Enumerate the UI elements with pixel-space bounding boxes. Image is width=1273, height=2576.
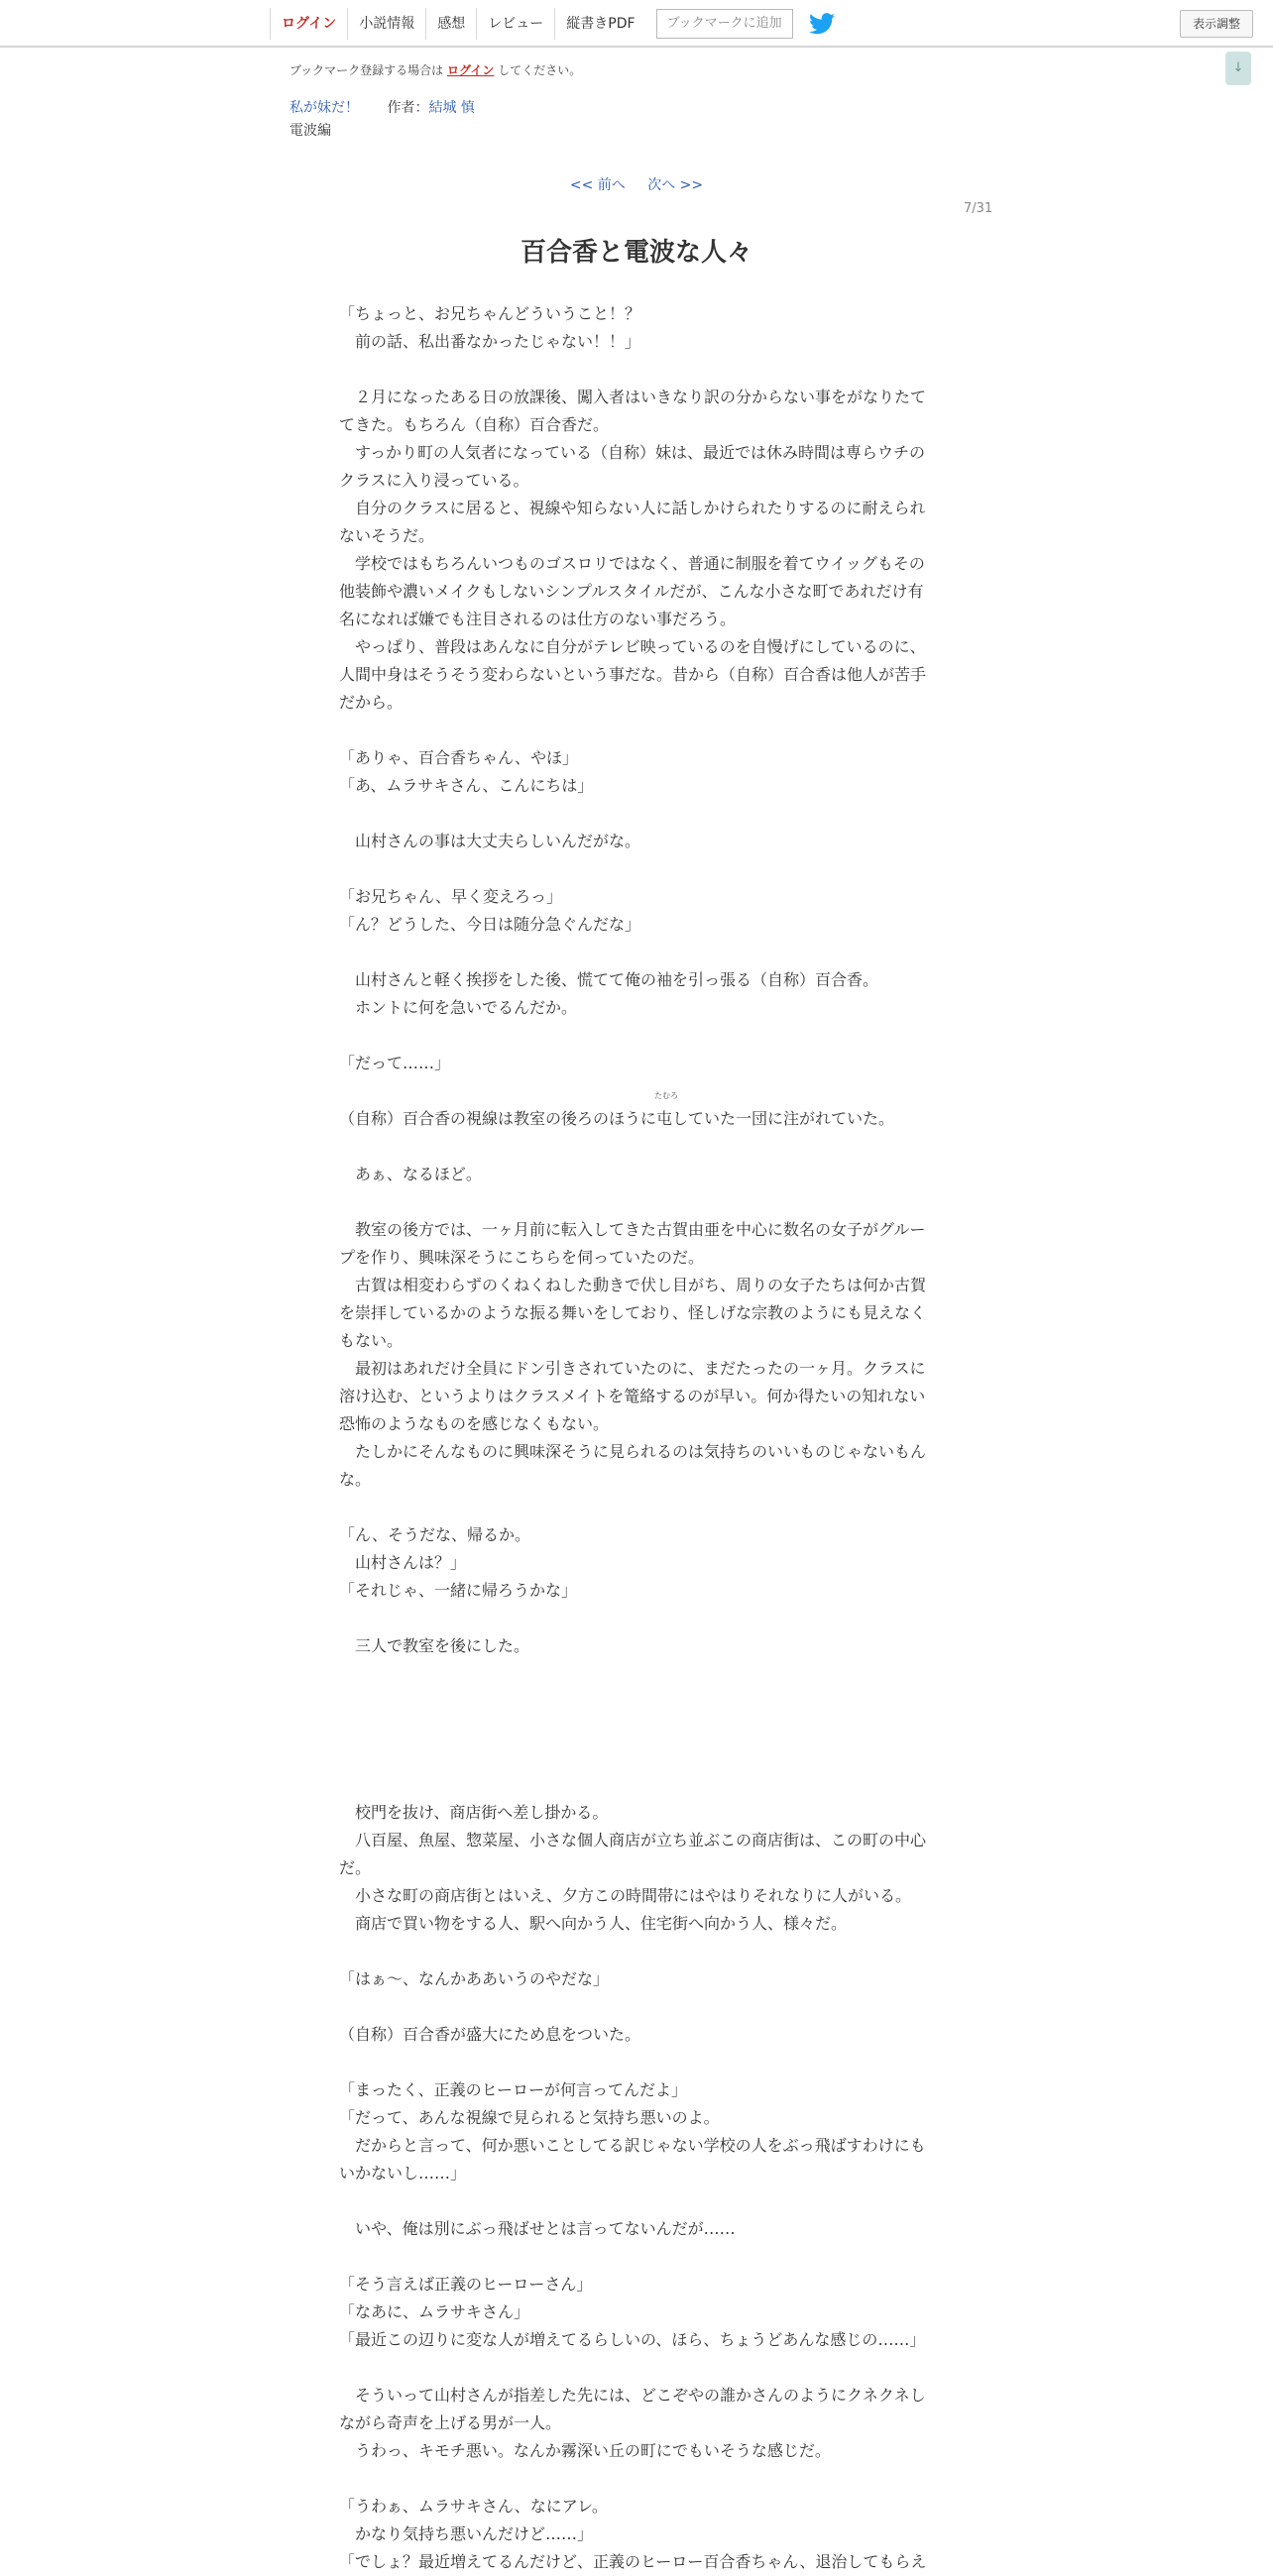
text-line: 教室の後方では、一ヶ月前に転入してきた古賀由亜を中心に数名の女子がグルー — [339, 1220, 926, 1239]
blank-line — [339, 1743, 934, 1771]
text-line: 山村さんの事は大丈夫らしいんだがな。 — [339, 832, 641, 850]
text-line: 「ちょっと、お兄ちゃんどういうこと！？ — [339, 304, 641, 323]
text-line: 「うわぁ、ムラサキさん、なにアレ。 — [339, 2497, 608, 2516]
text-line: 八百屋、魚屋、惣菜屋、小さな個人商店が立ち並ぶこの商店街は、この町の中心 — [339, 1831, 927, 1849]
series-info — [289, 97, 475, 117]
blank-line — [339, 1605, 934, 1632]
text-line: 「ありゃ、百合香ちゃん、やほ」 — [339, 748, 578, 767]
text-line: 「お兄ちゃん、早く変えろっ」 — [339, 887, 562, 906]
text-line: 名になれば嫌でも注目されるのは仕方のない事だろう。 — [339, 610, 737, 628]
add-bookmark-button[interactable]: ブックマークに追加 — [656, 9, 793, 39]
notice-text-after: してください。 — [498, 63, 582, 77]
blank-line — [339, 1716, 934, 1743]
text-line: 恐怖のようなものを感じなくもない。 — [339, 1414, 610, 1433]
text-line: いかないし……」 — [339, 2164, 467, 2183]
blank-line — [339, 800, 934, 828]
text-line: もない。 — [339, 1331, 404, 1350]
blank-line — [339, 2049, 934, 2076]
text-line: うわっ、キモチ悪い。なんか霧深い丘の町にでもいそうな感じだ。 — [339, 2441, 831, 2460]
author-link[interactable]: 結城 慎 — [428, 100, 475, 116]
blank-line — [339, 1938, 934, 1965]
text-line: あぁ、なるほど。 — [339, 1165, 482, 1183]
text-line: 「はぁ～、なんかああいうのやだな」 — [339, 1969, 610, 1988]
text-line: 学校ではもちろんいつものゴスロリではなく、普通に制服を着てウイッグもその — [339, 554, 925, 573]
text-line — [339, 1091, 934, 1133]
text-line: 商店で買い物をする人、駅へ向かう人、住宅街へ向かう人、様々だ。 — [339, 1914, 848, 1933]
novel-title-link[interactable]: 私が妹だ！ — [289, 100, 359, 116]
bookmark-login-notice — [289, 61, 581, 78]
notice-text-before: ブックマーク登録する場合は — [289, 63, 444, 77]
text-line: やっぱり、普段はあんなに自分がテレビ映っているのを自慢げにしているのに、 — [339, 637, 926, 656]
text-line: 山村さんは？」 — [339, 1553, 467, 1572]
blank-line — [339, 717, 934, 744]
text-line: 「だって、あんな視線で見られると気持ち悪いのよ。 — [339, 2108, 720, 2127]
text-line: 「ん、そうだな、帰るか。 — [339, 1525, 530, 1544]
blank-line — [339, 2465, 934, 2493]
prev-page-link[interactable]: << 前へ — [569, 177, 626, 193]
text-line: 人間中身はそうそう変わらないという事だな。昔から（自称）百合香は他人が苦手 — [339, 665, 927, 684]
text-line: だからと言って、何か悪いことしてる訳じゃない学校の人をぶっ飛ばすわけにも — [339, 2136, 926, 2155]
text-line: 他装飾や濃いメイクもしないシンプルスタイルだが、こんな小さな町であれだけ有 — [339, 582, 924, 601]
next-page-link[interactable]: 次へ >> — [647, 177, 704, 193]
text-line: ２月になったある日の放課後、闖入者はいきなり訳の分からない事をがなりたて — [339, 388, 927, 406]
blank-line — [339, 1188, 934, 1216]
text-line: 「そう言えば正義のヒーローさん」 — [339, 2275, 593, 2294]
text-line: たしかにそんなものに興味深そうに見られるのは気持ちのいいものじゃないもん — [339, 1442, 927, 1461]
text-line: かなり気持ち悪いんだけど……」 — [339, 2524, 594, 2543]
text-line: 「それじゃ、一緒に帰ろうかな」 — [339, 1581, 578, 1600]
text-line: そういって山村さんが指差した先には、どこぞやの誰かさんのようにクネクネし — [339, 2386, 926, 2405]
text-line: 「だって……」 — [339, 1054, 451, 1072]
text-line: クラスに入り浸っている。 — [339, 471, 529, 490]
text-line: 山村さんと軽く挨拶をした後、慌てて俺の袖を引っ張る（自称）百合香。 — [339, 970, 879, 989]
text-line: 最初はあれだけ全員にドン引きされていたのに、まだたったの一ヶ月。クラスに — [339, 1359, 926, 1378]
text-line: 「でしょ？最近増えてるんだけど、正義のヒーロー百合香ちゃん、退治してもらえ — [339, 2552, 927, 2571]
ruby-base-text: 屯 — [656, 1109, 673, 1128]
text-line: 「なあに、ムラサキさん」 — [339, 2302, 530, 2321]
blank-line — [339, 1660, 934, 1688]
text-line: だから。 — [339, 693, 404, 712]
blank-line — [339, 855, 934, 883]
blank-line — [339, 2187, 934, 2215]
nav-login-link[interactable]: ログイン — [270, 8, 347, 40]
display-settings-button[interactable]: 表示調整 — [1180, 10, 1253, 38]
blank-line — [339, 2354, 934, 2382]
nav-menu — [270, 8, 835, 40]
nav-review-link[interactable]: レビュー — [476, 8, 554, 40]
text-line: 「あ、ムラサキさん、こんにちは」 — [339, 776, 594, 795]
text-line: いや、俺は別にぶっ飛ばせとは言ってないんだが…… — [339, 2219, 736, 2238]
text-line: 前の話、私出番なかったじゃない！！」 — [339, 332, 641, 351]
ruby-reading: たむろ — [654, 1091, 679, 1100]
nav-vertical-pdf-link[interactable]: 縦書きPDF — [554, 8, 645, 40]
chapter-title: 百合香と電波な人々 — [520, 238, 752, 268]
text-line: 小さな町の商店街とはいえ、夕方この時間帯にはやはりそれなりに人がいる。 — [339, 1886, 911, 1905]
text-line: ないそうだ。 — [339, 526, 435, 545]
page-number: 7/31 — [964, 201, 993, 216]
notice-login-link[interactable]: ログイン — [447, 63, 495, 77]
chapter-group-title: 電波編 — [289, 123, 331, 139]
text-line: てきた。もちろん（自称）百合香だ。 — [339, 415, 610, 434]
text-line: 古賀は相変わらずのくねくねした動きで伏し目がち、周りの女子たちは何か古賀 — [339, 1276, 927, 1294]
ruby-line-suffix: していた一団に注がれていた。 — [672, 1109, 895, 1128]
novel-body — [339, 300, 934, 2576]
text-line: ホントに何を急いでるんだか。 — [339, 998, 578, 1017]
text-line: 溶け込む、というよりはクラスメイトを篭絡するのが早い。何か得たいの知れない — [339, 1387, 926, 1405]
text-line: 校門を抜け、商店街へ差し掛かる。 — [339, 1803, 609, 1822]
text-line: ながら奇声を上げる男が一人。 — [339, 2413, 562, 2432]
text-line: すっかり町の人気者になっている（自称）妹は、最近では休み時間は専らウチの — [339, 443, 926, 462]
text-line: 「まったく、正義のヒーローが何言ってんだよ」 — [339, 2080, 688, 2099]
twitter-bird-icon[interactable] — [809, 13, 835, 35]
scroll-down-button[interactable]: ↓ — [1225, 52, 1251, 85]
text-line: プを作り、興味深そうにこちらを伺っていたのだ。 — [339, 1248, 705, 1267]
text-line: な。 — [339, 1470, 372, 1489]
blank-line — [339, 2243, 934, 2271]
blank-line — [339, 1494, 934, 1521]
text-line: 「ん？どうした、今日は随分急ぐんだな」 — [339, 915, 641, 934]
blank-line — [339, 1993, 934, 2021]
blank-line — [339, 1688, 934, 1716]
blank-line — [339, 1077, 934, 1105]
blank-line — [339, 939, 934, 966]
text-line: だ。 — [339, 1858, 372, 1877]
pager — [0, 174, 1273, 194]
ruby-base — [654, 1091, 679, 1133]
text-line: 三人で教室を後にした。 — [339, 1636, 530, 1655]
text-line: （自称）百合香が盛大にため息をついた。 — [339, 2025, 641, 2044]
blank-line — [339, 1771, 934, 1799]
text-line: 自分のクラスに居ると、視線や知らない人に話しかけられたりするのに耐えられ — [339, 499, 926, 517]
blank-line — [339, 1133, 934, 1161]
top-navigation-bar — [0, 0, 1273, 48]
ruby-line-prefix: （自称）百合香の視線は教室の後ろのほうに — [339, 1109, 657, 1128]
author-label: 作者： — [387, 100, 429, 116]
blank-line — [339, 1022, 934, 1050]
nav-novel-info-link[interactable]: 小説情報 — [347, 8, 425, 40]
text-line: 「最近この辺りに変な人が増えてるらしいの、ほら、ちょうどあんな感じの……」 — [339, 2330, 926, 2349]
blank-line — [339, 356, 934, 384]
nav-impressions-link[interactable]: 感想 — [425, 8, 476, 40]
text-line: を崇拝しているかのような振る舞いをしており、怪しげな宗教のようにも見えなく — [339, 1303, 927, 1322]
